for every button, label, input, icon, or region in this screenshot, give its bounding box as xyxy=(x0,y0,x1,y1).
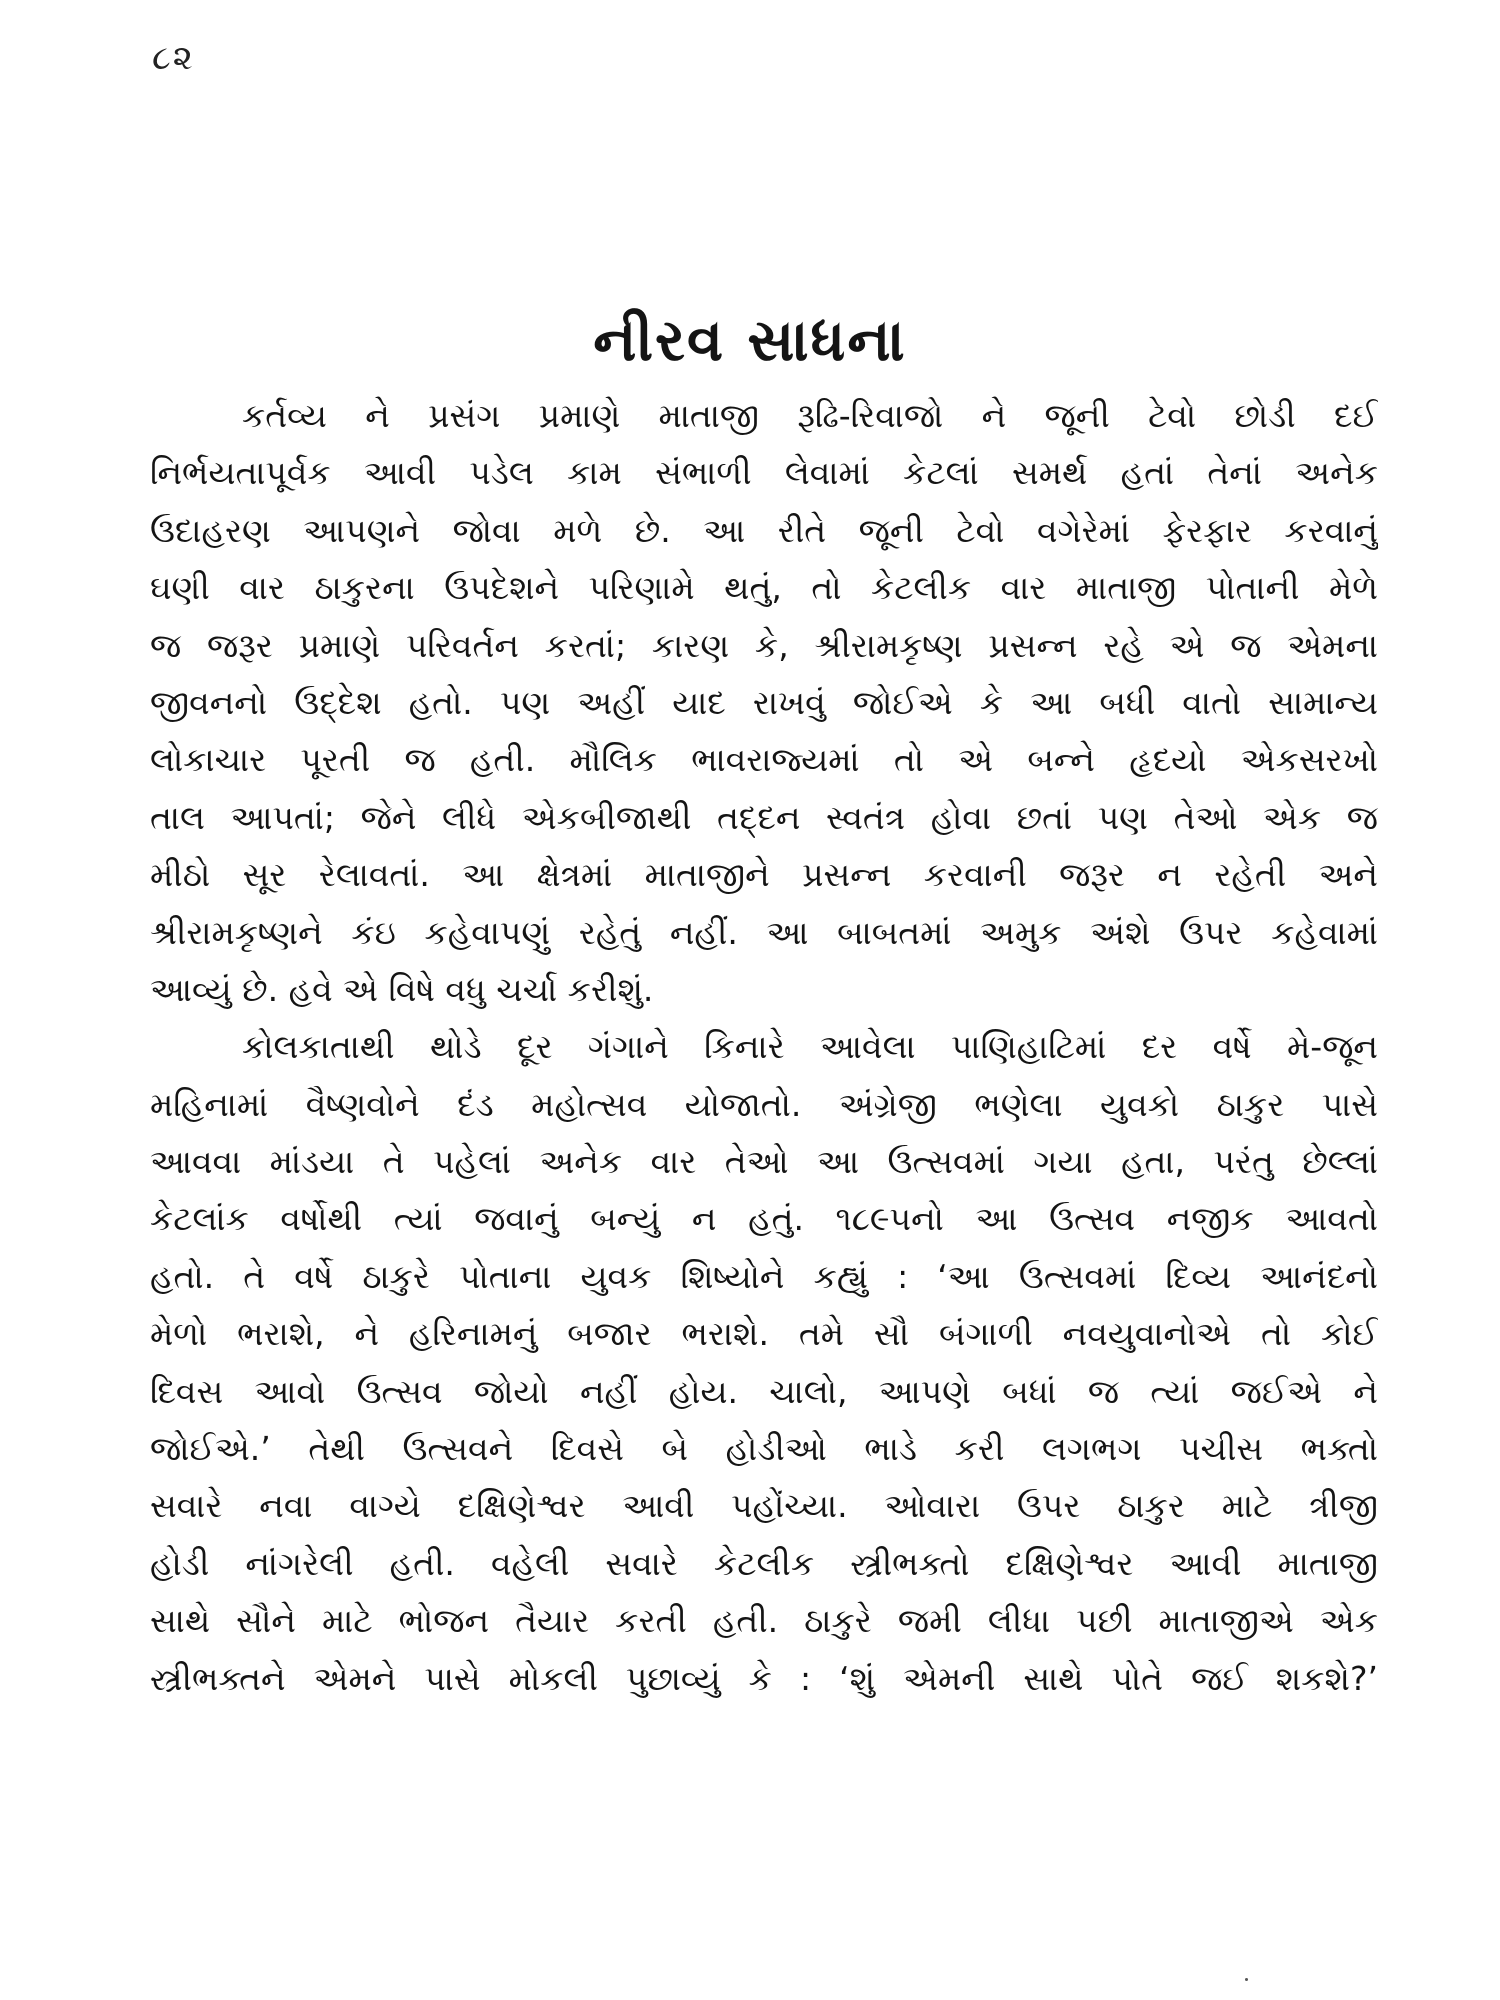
text-line: કોલકાતાથી થોડે દૂર ગંગાને કિનારે આવેલા પાણિહાટિમાં દર વર્ષે મે-જૂન xyxy=(242,1027,1378,1067)
text-line: કેટલાંક વર્ષોથી ત્યાં જવાનું બન્યું ન હતું. ૧૮૯૫નો આ ઉત્સવ નજીક આવતો xyxy=(150,1199,1378,1239)
text-line: હતો. તે વર્ષે ઠાકુરે પોતાના યુવક શિષ્યોને કહ્યું : ‘આ ઉત્સવમાં દિવ્ય આનંદનો xyxy=(150,1256,1378,1296)
text-line: દિવસ આવો ઉત્સવ જોયો નહીં હોય. ચાલો, આપણે બધાં જ ત્યાં જઈએ ને xyxy=(150,1371,1378,1411)
chapter-title: નીરવ સાધના xyxy=(593,306,907,374)
text-line: મહિનામાં વૈષ્ણવોને દંડ મહોત્સવ યોજાતો. અંગ્રેજી ભણેલા યુવકો ઠાકુર પાસે xyxy=(150,1084,1378,1124)
text-line: આવ્યું છે. હવે એ વિષે વધુ ચર્ચા કરીશું. xyxy=(150,969,654,1009)
scan-speck xyxy=(1245,1978,1248,1981)
text-line: જ જરૂર પ્રમાણે પરિવર્તન કરતાં; કારણ કે, શ્રીરામકૃષ્ણ પ્રસન્ન રહે એ જ એમના xyxy=(150,625,1378,665)
text-line: નિર્ભયતાપૂર્વક આવી પડેલ કામ સંભાળી લેવામાં કેટલાં સમર્થ હતાં તેનાં અનેક xyxy=(150,453,1378,493)
text-line: જીવનનો ઉદ્દેશ હતો. પણ અહીં યાદ રાખવું જોઈએ કે આ બધી વાતો સામાન્ય xyxy=(150,682,1378,722)
text-line: ઉદાહરણ આપણને જોવા મળે છે. આ રીતે જૂની ટેવો વગેરેમાં ફેરફાર કરવાનું xyxy=(150,510,1378,550)
text-line: સવારે નવા વાગ્યે દક્ષિણેશ્વર આવી પહોંચ્યા. ઓવારા ઉપર ઠાકુર માટે ત્રીજી xyxy=(150,1486,1378,1526)
text-line: સાથે સૌને માટે ભોજન તૈયાર કરતી હતી. ઠાકુરે જમી લીધા પછી માતાજીએ એક xyxy=(150,1601,1378,1641)
text-line: લોકાચાર પૂરતી જ હતી. મૌલિક ભાવરાજ્યમાં તો એ બન્ને હૃદયો એકસરખો xyxy=(150,740,1378,780)
body-text xyxy=(150,387,1378,1707)
text-line: કર્તવ્ય ને પ્રસંગ પ્રમાણે માતાજી રૂઢિ-રિવાજો ને જૂની ટેવો છોડી દઈ xyxy=(242,396,1378,435)
text-line: તાલ આપતાં; જેને લીધે એકબીજાથી તદ્દન સ્વતંત્ર હોવા છતાં પણ તેઓ એક જ xyxy=(150,797,1378,837)
text-line: શ્રીરામકૃષ્ણને કંઇ કહેવાપણું રહેતું નહીં. આ બાબતમાં અમુક અંશે ઉપર કહેવામાં xyxy=(150,912,1378,952)
text-line: મીઠો સૂર રેલાવતાં. આ ક્ષેત્રમાં માતાજીને પ્રસન્ન કરવાની જરૂર ન રહેતી અને xyxy=(150,855,1378,895)
text-line: ઘણી વાર ઠાકુરના ઉપદેશને પરિણામે થતું, તો કેટલીક વાર માતાજી પોતાની મેળે xyxy=(150,568,1378,608)
text-line: સ્ત્રીભક્તને એમને પાસે મોકલી પુછાવ્યું કે : ‘શું એમની સાથે પોતે જઈ શકશે?’ xyxy=(150,1658,1378,1698)
text-line: જોઈએ.’ તેથી ઉત્સવને દિવસે બે હોડીઓ ભાડે કરી લગભગ પચીસ ભક્તો xyxy=(150,1429,1378,1469)
text-line: મેળો ભરાશે, ને હરિનામનું બજાર ભરાશે. તમે સૌ બંગાળી નવયુવાનોએ તો કોઈ xyxy=(150,1314,1378,1354)
page-number: ૮૨ xyxy=(152,38,195,78)
text-line: આવવા માંડયા તે પહેલાં અનેક વાર તેઓ આ ઉત્સવમાં ગયા હતા, પરંતુ છેલ્લાં xyxy=(150,1142,1378,1182)
text-line: હોડી નાંગરેલી હતી. વહેલી સવારે કેટલીક સ્ત્રીભક્તો દક્ષિણેશ્વર આવી માતાજી xyxy=(150,1543,1378,1583)
